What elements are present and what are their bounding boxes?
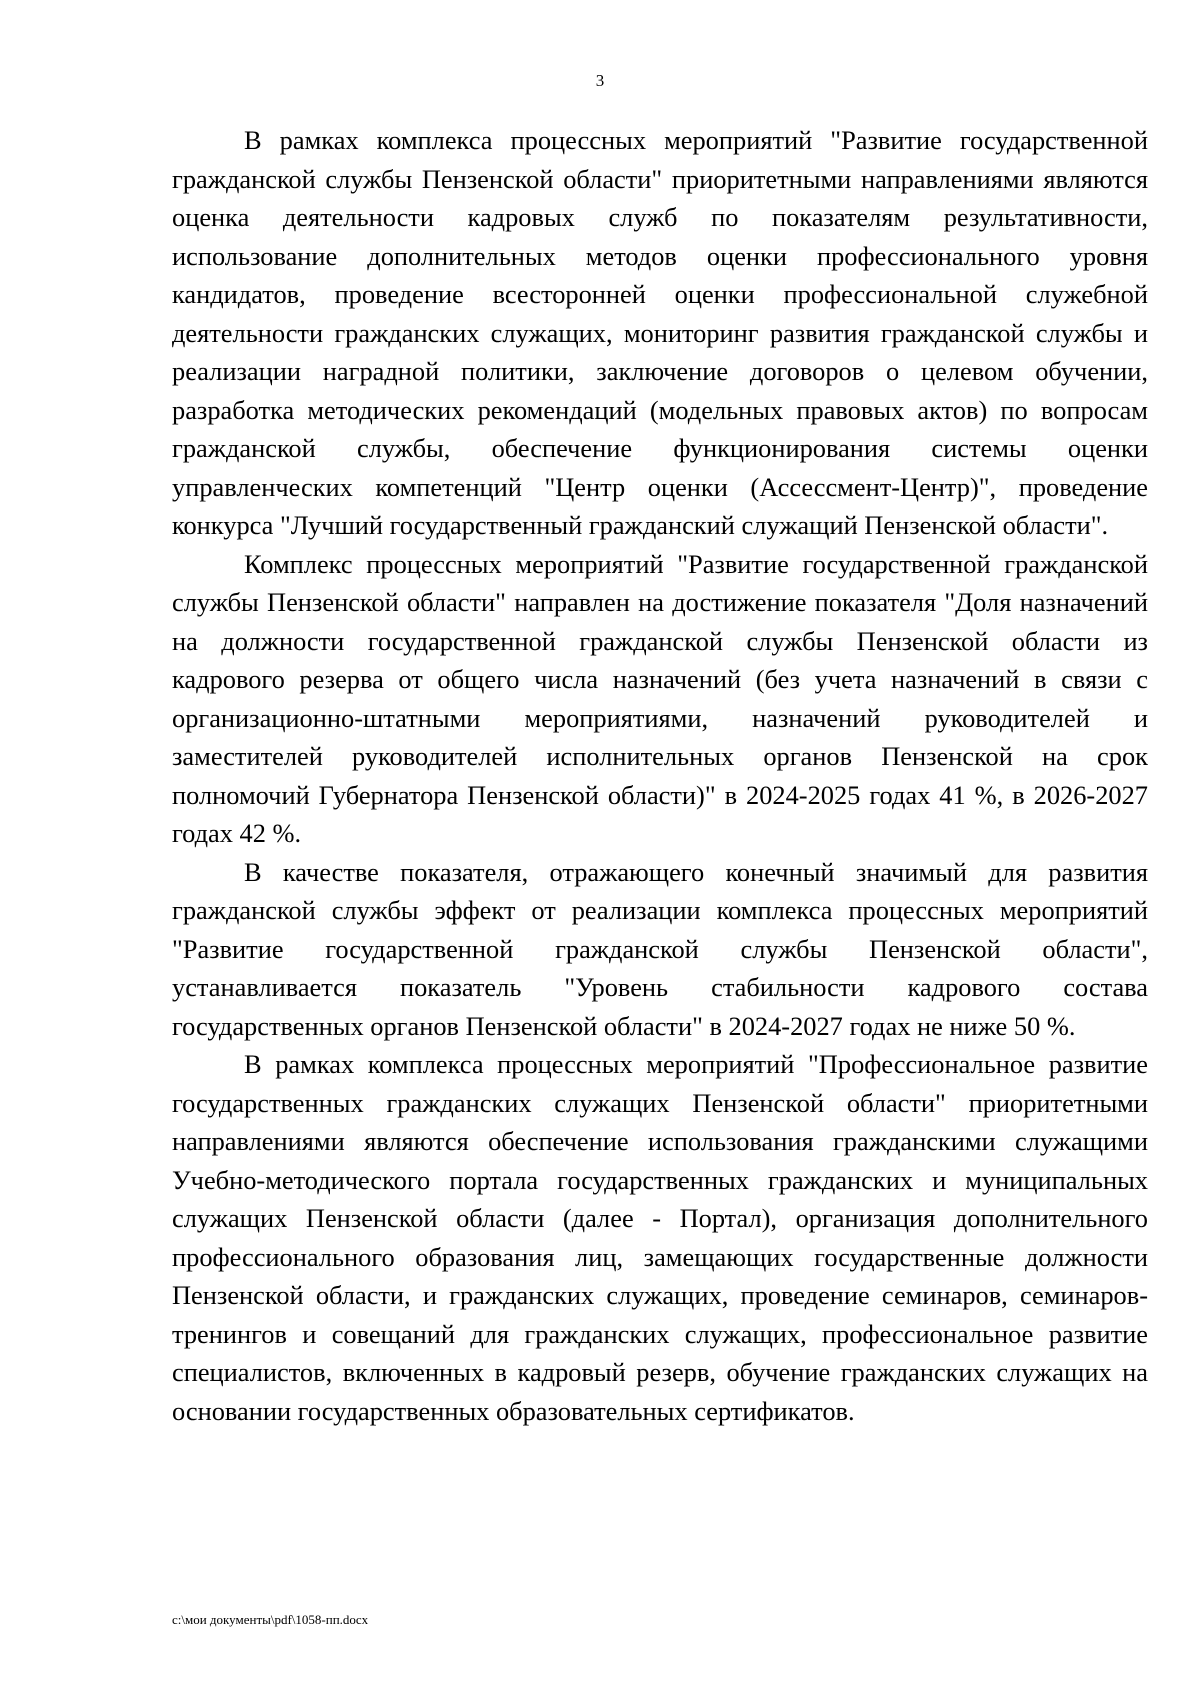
- paragraph-stability-indicator: В качестве показателя, отражающего конечный значимый для развития гражданской службы эффект от реализации комплекса процессных мероприятий "Развитие государственной гражданской службы Пензенской области", устанавливается показатель "Уровень стабильности кадрового состава государственных органов Пензенской области" в 2024-2027 годах не ниже 50 %.: [172, 856, 1148, 1041]
- document-body: [172, 121, 1148, 1430]
- paragraph-professional-development: В рамках комплекса процессных мероприятий "Профессиональное развитие государственных гражданских служащих Пензенской области" приоритетными направлениями являются обеспечение использования гражданскими служащими Учебно-методического портала государственных гражданских и муниципальных служащих Пензенской области (далее - Портал), организация дополнительного профессионального образования лиц, замещающих государственные должности Пензенской области, и гражданских служащих, проведение семинаров, семинаров-тренингов и совещаний для гражданских служащих, профессиональное развитие специалистов, включенных в кадровый резерв, обучение гражданских служащих на основании государственных образовательных сертификатов.: [172, 1049, 1148, 1426]
- paragraph-reserve-indicator: Комплекс процессных мероприятий "Развитие государственной гражданской службы Пензенской области" направлен на достижение показателя "Доля назначений на должности государственной гражданской службы Пензенской области из кадрового резерва от общего числа назначений (без учета назначений в связи с организационно-штатными мероприятиями, назначений руководителей и заместителей руководителей исполнительных органов Пензенской на срок полномочий Губернатора Пензенской области)" в 2024-2025 годах 41 %, в 2026-2027 годах 42 %.: [172, 548, 1148, 848]
- footer-file-path: c:\мои документы\pdf\1058-пп.docx: [172, 1612, 369, 1627]
- page-number: 3: [595, 71, 605, 90]
- paragraph-hr-priorities: В рамках комплекса процессных мероприятий "Развитие государственной гражданской службы Пензенской области" приоритетными направлениями являются оценка деятельности кадровых служб по показателям результативности, использование дополнительных методов оценки профессионального уровня кандидатов, проведение всесторонней оценки профессиональной служебной деятельности гражданских служащих, мониторинг развития гражданской службы и реализации наградной политики, заключение договоров о целевом обучении, разработка методических рекомендаций (модельных правовых актов) по вопросам гражданской службы, обеспечение функционирования системы оценки управленческих компетенций "Центр оценки (Ассессмент-Центр)", проведение конкурса "Лучший государственный гражданский служащий Пензенской области".: [172, 125, 1148, 540]
